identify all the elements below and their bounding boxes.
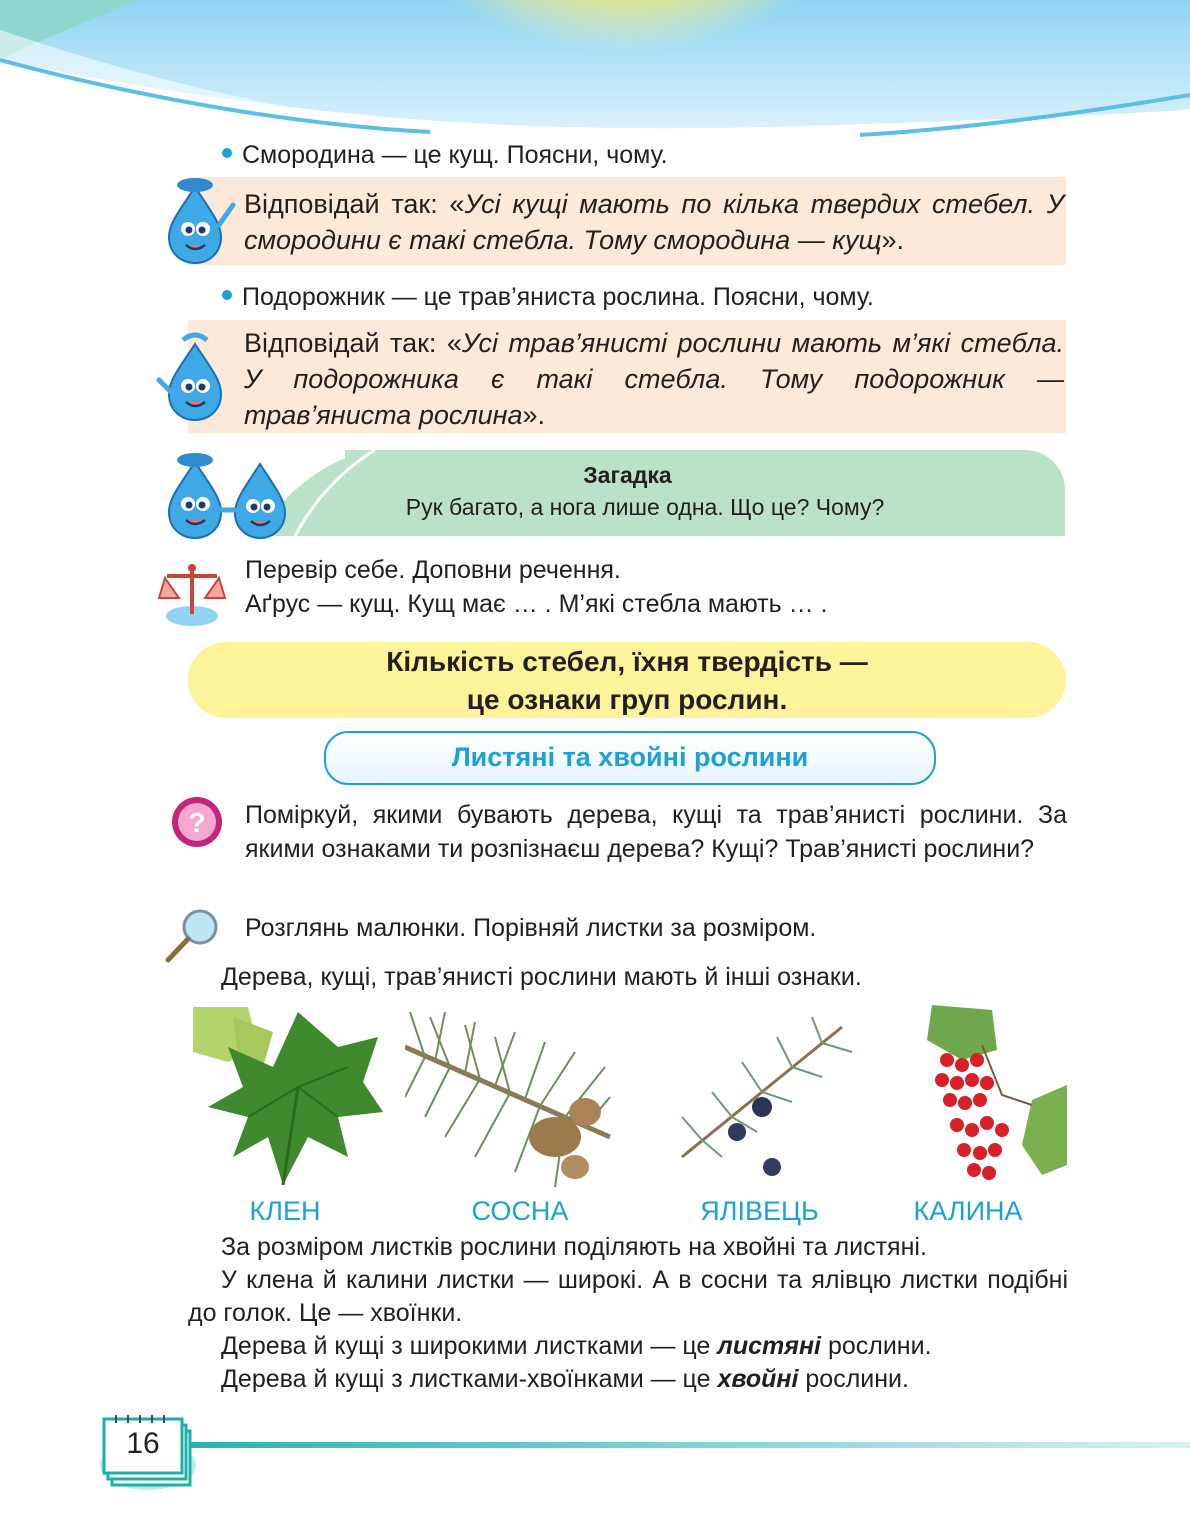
answer-lead: Відповідай так: « — [244, 328, 462, 358]
check-line-2: Аґрус — кущ. Кущ має … . М’які стебла мають … . — [245, 590, 828, 618]
scales-icon — [157, 560, 227, 630]
answer-tail: ». — [881, 225, 905, 255]
bullet-text: Смородина — це кущ. Поясни, чому. — [242, 141, 668, 169]
page-number: 16 — [126, 1427, 160, 1460]
p3-after: рослини. — [821, 1332, 932, 1360]
conclusion-line-2: це ознаки груп рослин. — [466, 684, 788, 715]
juniper-image — [662, 1007, 857, 1187]
think-text: Поміркуй, якими бувають дерева, кущі та трав’янисті рослини. За якими ознаками ти розпізнаєш дерева? Кущі? Трав’янисті рослини? — [245, 801, 1067, 863]
section-title: Листяні та хвойні рослини — [324, 731, 936, 785]
riddle-title: Загадка — [583, 462, 672, 488]
p4-before: Дерева й кущі з листками-хвоїнками — це — [221, 1365, 718, 1393]
paragraph-3 — [221, 1330, 1071, 1363]
plant-label-klen: КЛЕН — [249, 1196, 321, 1226]
water-drop-mascot-pair-icon — [155, 448, 305, 543]
intro-line: Дерева, кущі, трав’янисті рослини мають й інші ознаки. — [221, 963, 862, 991]
answer-italic: Усі трав’янисті рослини мають м’які стебла. У подорожника є такі стебла. Тому подорожник — трав’яниста рослина — [244, 328, 1064, 430]
look-text: Розглянь малюнки. Порівняй листки за розміром. — [245, 914, 817, 942]
paragraph-2: У клена й калини листки — широкі. А в сосни та ялівцю листки подібні до голок. Це — хвоїнки. — [188, 1266, 1068, 1327]
svg-text:?: ? — [188, 807, 206, 838]
term-khvoini: хвойні — [717, 1365, 799, 1393]
water-drop-mascot-icon — [155, 175, 237, 265]
check-line-1: Перевір себе. Доповни речення. — [245, 556, 621, 584]
footer-line — [190, 1438, 1190, 1452]
plant-label-yalivets: ЯЛІВЕЦЬ — [700, 1196, 819, 1226]
bullet-dot — [222, 290, 232, 300]
bullet-smorodyna — [222, 138, 1122, 172]
p4-after: рослини. — [798, 1365, 909, 1393]
viburnum-image — [922, 1005, 1067, 1185]
answer-lead: Відповідай так: « — [244, 189, 465, 219]
bullet-dot — [222, 148, 232, 158]
conclusion-box — [188, 642, 1066, 718]
term-lystiani: листяні — [717, 1332, 821, 1360]
bullet-text: Подорожник — це трав’яниста рослина. Поясни, чому. — [242, 283, 874, 311]
answer-text-1 — [244, 186, 1064, 258]
water-drop-mascot-icon — [155, 330, 237, 425]
bullet-podorozhnyk — [222, 280, 1122, 314]
paragraph-1: За розміром листків рослини поділяють на хвойні та листяні. — [221, 1233, 927, 1261]
conclusion-line-1: Кількість стебел, їхня твердість — — [386, 646, 868, 677]
plant-label-sosna: СОСНА — [471, 1196, 569, 1226]
plant-label-kalyna: КАЛИНА — [913, 1196, 1023, 1226]
riddle-text: Рук багато, а нога лише одна. Що це? Чому? — [405, 494, 885, 520]
header-sky-band — [0, 0, 1190, 150]
magnifier-icon — [162, 905, 222, 965]
answer-tail: ». — [522, 400, 545, 430]
question-icon — [170, 795, 224, 849]
answer-text-2 — [244, 325, 1064, 433]
answer-italic: Усі кущі мають по кілька твердих стебел. У смородини є такі стебла. Тому смородина — кущ — [244, 189, 1064, 255]
pine-image — [405, 1007, 615, 1195]
paragraph-4 — [221, 1363, 1071, 1396]
p3-before: Дерева й кущі з широкими листками — це — [221, 1332, 718, 1360]
maple-image — [188, 1007, 383, 1187]
